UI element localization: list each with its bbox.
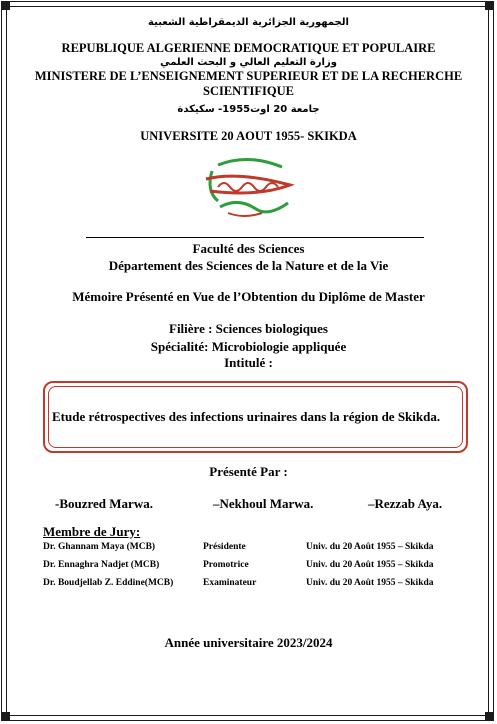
jury-member-affiliation: Univ. du 20 Août 1955 – Skikda xyxy=(306,542,434,552)
jury-member-name: Dr. Ennaghra Nadjet (MCB) xyxy=(43,560,160,570)
ministry-french-line2: SCIENTIFIQUE xyxy=(203,84,294,98)
frame-corner xyxy=(2,2,10,10)
thesis-title: Etude rétrospectives des infections urinaires dans la région de Skikda. xyxy=(52,409,441,424)
divider xyxy=(86,237,424,238)
jury-member-role: Examinateur xyxy=(203,578,257,588)
jury-member-affiliation: Univ. du 20 Août 1955 – Skikda xyxy=(306,578,434,588)
filiere: Filière : Sciences biologiques xyxy=(169,321,328,336)
jury-heading: Membre de Jury: xyxy=(43,524,141,539)
faculty-name: Faculté des Sciences xyxy=(192,241,305,256)
author-1: -Bouzred Marwa. xyxy=(55,496,153,511)
author-2: –Nekhoul Marwa. xyxy=(213,496,314,511)
university-french: UNIVERSITE 20 AOUT 1955- SKIKDA xyxy=(140,129,357,143)
academic-year: Année universitaire 2023/2024 xyxy=(164,635,333,650)
republic-arabic: الجمهورية الجزائرية الديمقراطية الشعبية xyxy=(148,17,349,28)
university-arabic: جامعة 20 اوت1955- سكيكدة xyxy=(177,104,320,115)
intitule: Intitulé : xyxy=(224,355,273,370)
jury-member-role: Promotrice xyxy=(203,560,249,570)
memoir-statement: Mémoire Présenté en Vue de l’Obtention du Diplôme de Master xyxy=(72,289,425,304)
jury-member-name: Dr. Boudjellab Z. Eddine(MCB) xyxy=(43,578,174,588)
republic-french: REPUBLIQUE ALGERIENNE DEMOCRATIQUE ET POPULAIRE xyxy=(61,41,436,55)
jury-member-role: Présidente xyxy=(203,542,246,552)
jury-member-affiliation: Univ. du 20 Août 1955 – Skikda xyxy=(306,560,434,570)
ministry-arabic: وزارة التعليم العالي و البحث العلمي xyxy=(160,57,337,68)
frame-corner xyxy=(2,712,10,720)
university-logo-icon xyxy=(198,157,298,221)
ministry-french-line1: MINISTERE DE L’ENSEIGNEMENT SUPERIEUR ET DE LA RECHERCHE xyxy=(34,69,463,83)
frame-corner xyxy=(485,2,493,10)
author-3: –Rezzab Aya. xyxy=(368,496,443,511)
department-name: Département des Sciences de la Nature et de la Vie xyxy=(108,258,389,273)
jury-member-name: Dr. Ghannam Maya (MCB) xyxy=(43,542,156,552)
presented-by: Présenté Par : xyxy=(209,464,288,479)
frame-corner xyxy=(485,712,493,720)
specialite: Spécialité: Microbiologie appliquée xyxy=(150,339,347,354)
